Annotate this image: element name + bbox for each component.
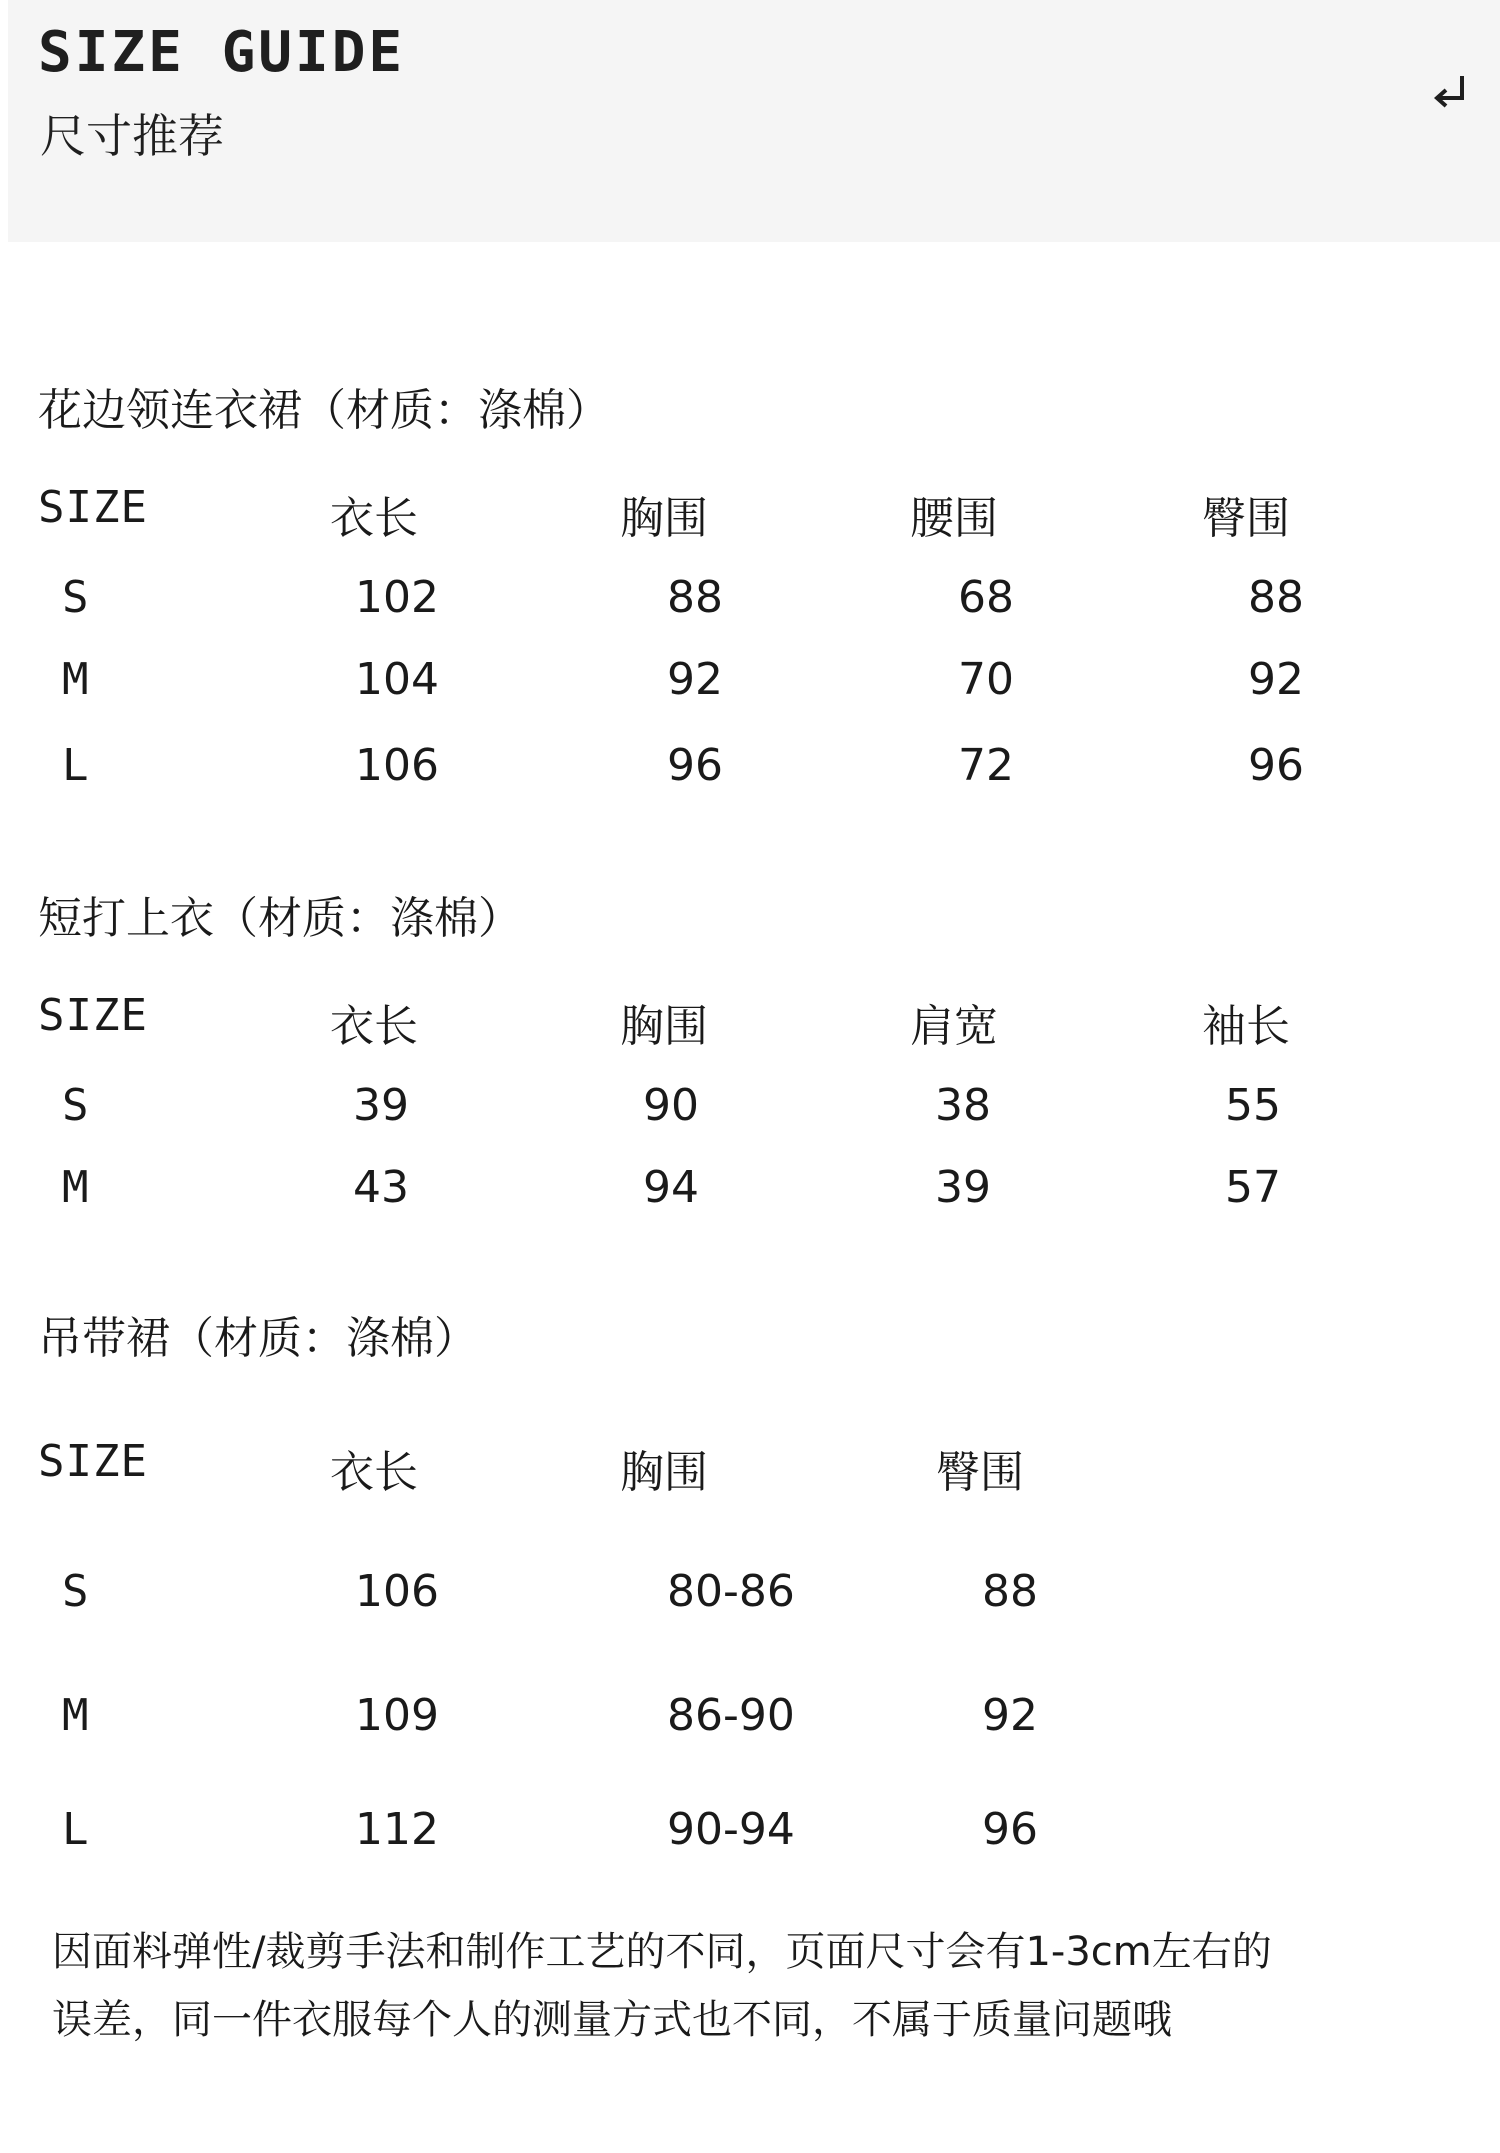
table-cell: 88 bbox=[1248, 572, 1304, 623]
table-cell: 96 bbox=[1248, 740, 1304, 791]
table-cell: S bbox=[62, 1566, 89, 1617]
table-cell: 106 bbox=[355, 1566, 439, 1617]
table-cell: 96 bbox=[982, 1804, 1038, 1855]
column-header-length: 衣长 bbox=[330, 1001, 418, 1052]
column-header-bust: 胸围 bbox=[620, 1001, 708, 1052]
table-cell: 106 bbox=[355, 740, 439, 791]
table-cell: 109 bbox=[355, 1690, 439, 1741]
table-cell: 88 bbox=[667, 572, 723, 623]
table-cell: 86-90 bbox=[667, 1690, 795, 1741]
table-cell: 94 bbox=[643, 1162, 699, 1213]
note-line-1: 因面料弹性/裁剪手法和制作工艺的不同，页面尺寸会有1-3cm左右的 bbox=[52, 1929, 1272, 1975]
table-cell: 55 bbox=[1225, 1080, 1281, 1131]
table-cell: 57 bbox=[1225, 1162, 1281, 1213]
column-header-size: SIZE bbox=[38, 990, 148, 1041]
column-header-length: 衣长 bbox=[330, 1447, 418, 1498]
page-subtitle: 尺寸推荐 bbox=[40, 109, 224, 163]
measurement-note bbox=[52, 1918, 1452, 2054]
section-title-short-top: 短打上衣（材质：涤棉） bbox=[38, 893, 522, 944]
column-header-shoulder: 肩宽 bbox=[910, 1001, 998, 1052]
table-cell: M bbox=[62, 654, 89, 705]
note-line-2: 误差，同一件衣服每个人的测量方式也不同，不属于质量问题哦 bbox=[52, 1997, 1172, 2043]
table-cell: 68 bbox=[958, 572, 1014, 623]
table-cell: 90 bbox=[643, 1080, 699, 1131]
section-title-lace-dress: 花边领连衣裙（材质：涤棉） bbox=[38, 385, 610, 436]
column-header-size: SIZE bbox=[38, 482, 148, 533]
column-header-bust: 胸围 bbox=[620, 1447, 708, 1498]
table-cell: M bbox=[62, 1690, 89, 1741]
table-cell: 38 bbox=[935, 1080, 991, 1131]
column-header-bust: 胸围 bbox=[620, 493, 708, 544]
table-cell: 90-94 bbox=[667, 1804, 795, 1855]
table-cell: 96 bbox=[667, 740, 723, 791]
table-cell: 102 bbox=[355, 572, 439, 623]
table-cell: 80-86 bbox=[667, 1566, 795, 1617]
table-cell: 92 bbox=[667, 654, 723, 705]
table-cell: L bbox=[62, 1804, 89, 1855]
table-cell: 104 bbox=[355, 654, 439, 705]
column-header-length: 衣长 bbox=[330, 493, 418, 544]
table-cell: 92 bbox=[1248, 654, 1304, 705]
column-header-hip: 臀围 bbox=[1202, 493, 1290, 544]
return-arrow-icon[interactable] bbox=[1428, 70, 1472, 114]
column-header-waist: 腰围 bbox=[910, 493, 998, 544]
table-cell: 88 bbox=[982, 1566, 1038, 1617]
table-cell: M bbox=[62, 1162, 89, 1213]
table-cell: 43 bbox=[353, 1162, 409, 1213]
page-title: SIZE GUIDE bbox=[38, 20, 406, 85]
table-cell: 70 bbox=[958, 654, 1014, 705]
table-cell: S bbox=[62, 572, 89, 623]
column-header-size: SIZE bbox=[38, 1436, 148, 1487]
table-cell: 39 bbox=[353, 1080, 409, 1131]
section-title-slip-dress: 吊带裙（材质：涤棉） bbox=[38, 1313, 478, 1364]
table-cell: L bbox=[62, 740, 89, 791]
table-cell: 92 bbox=[982, 1690, 1038, 1741]
table-cell: 39 bbox=[935, 1162, 991, 1213]
column-header-sleeve: 袖长 bbox=[1202, 1001, 1290, 1052]
table-cell: 112 bbox=[355, 1804, 439, 1855]
table-cell: S bbox=[62, 1080, 89, 1131]
column-header-hip: 臀围 bbox=[936, 1447, 1024, 1498]
table-cell: 72 bbox=[958, 740, 1014, 791]
